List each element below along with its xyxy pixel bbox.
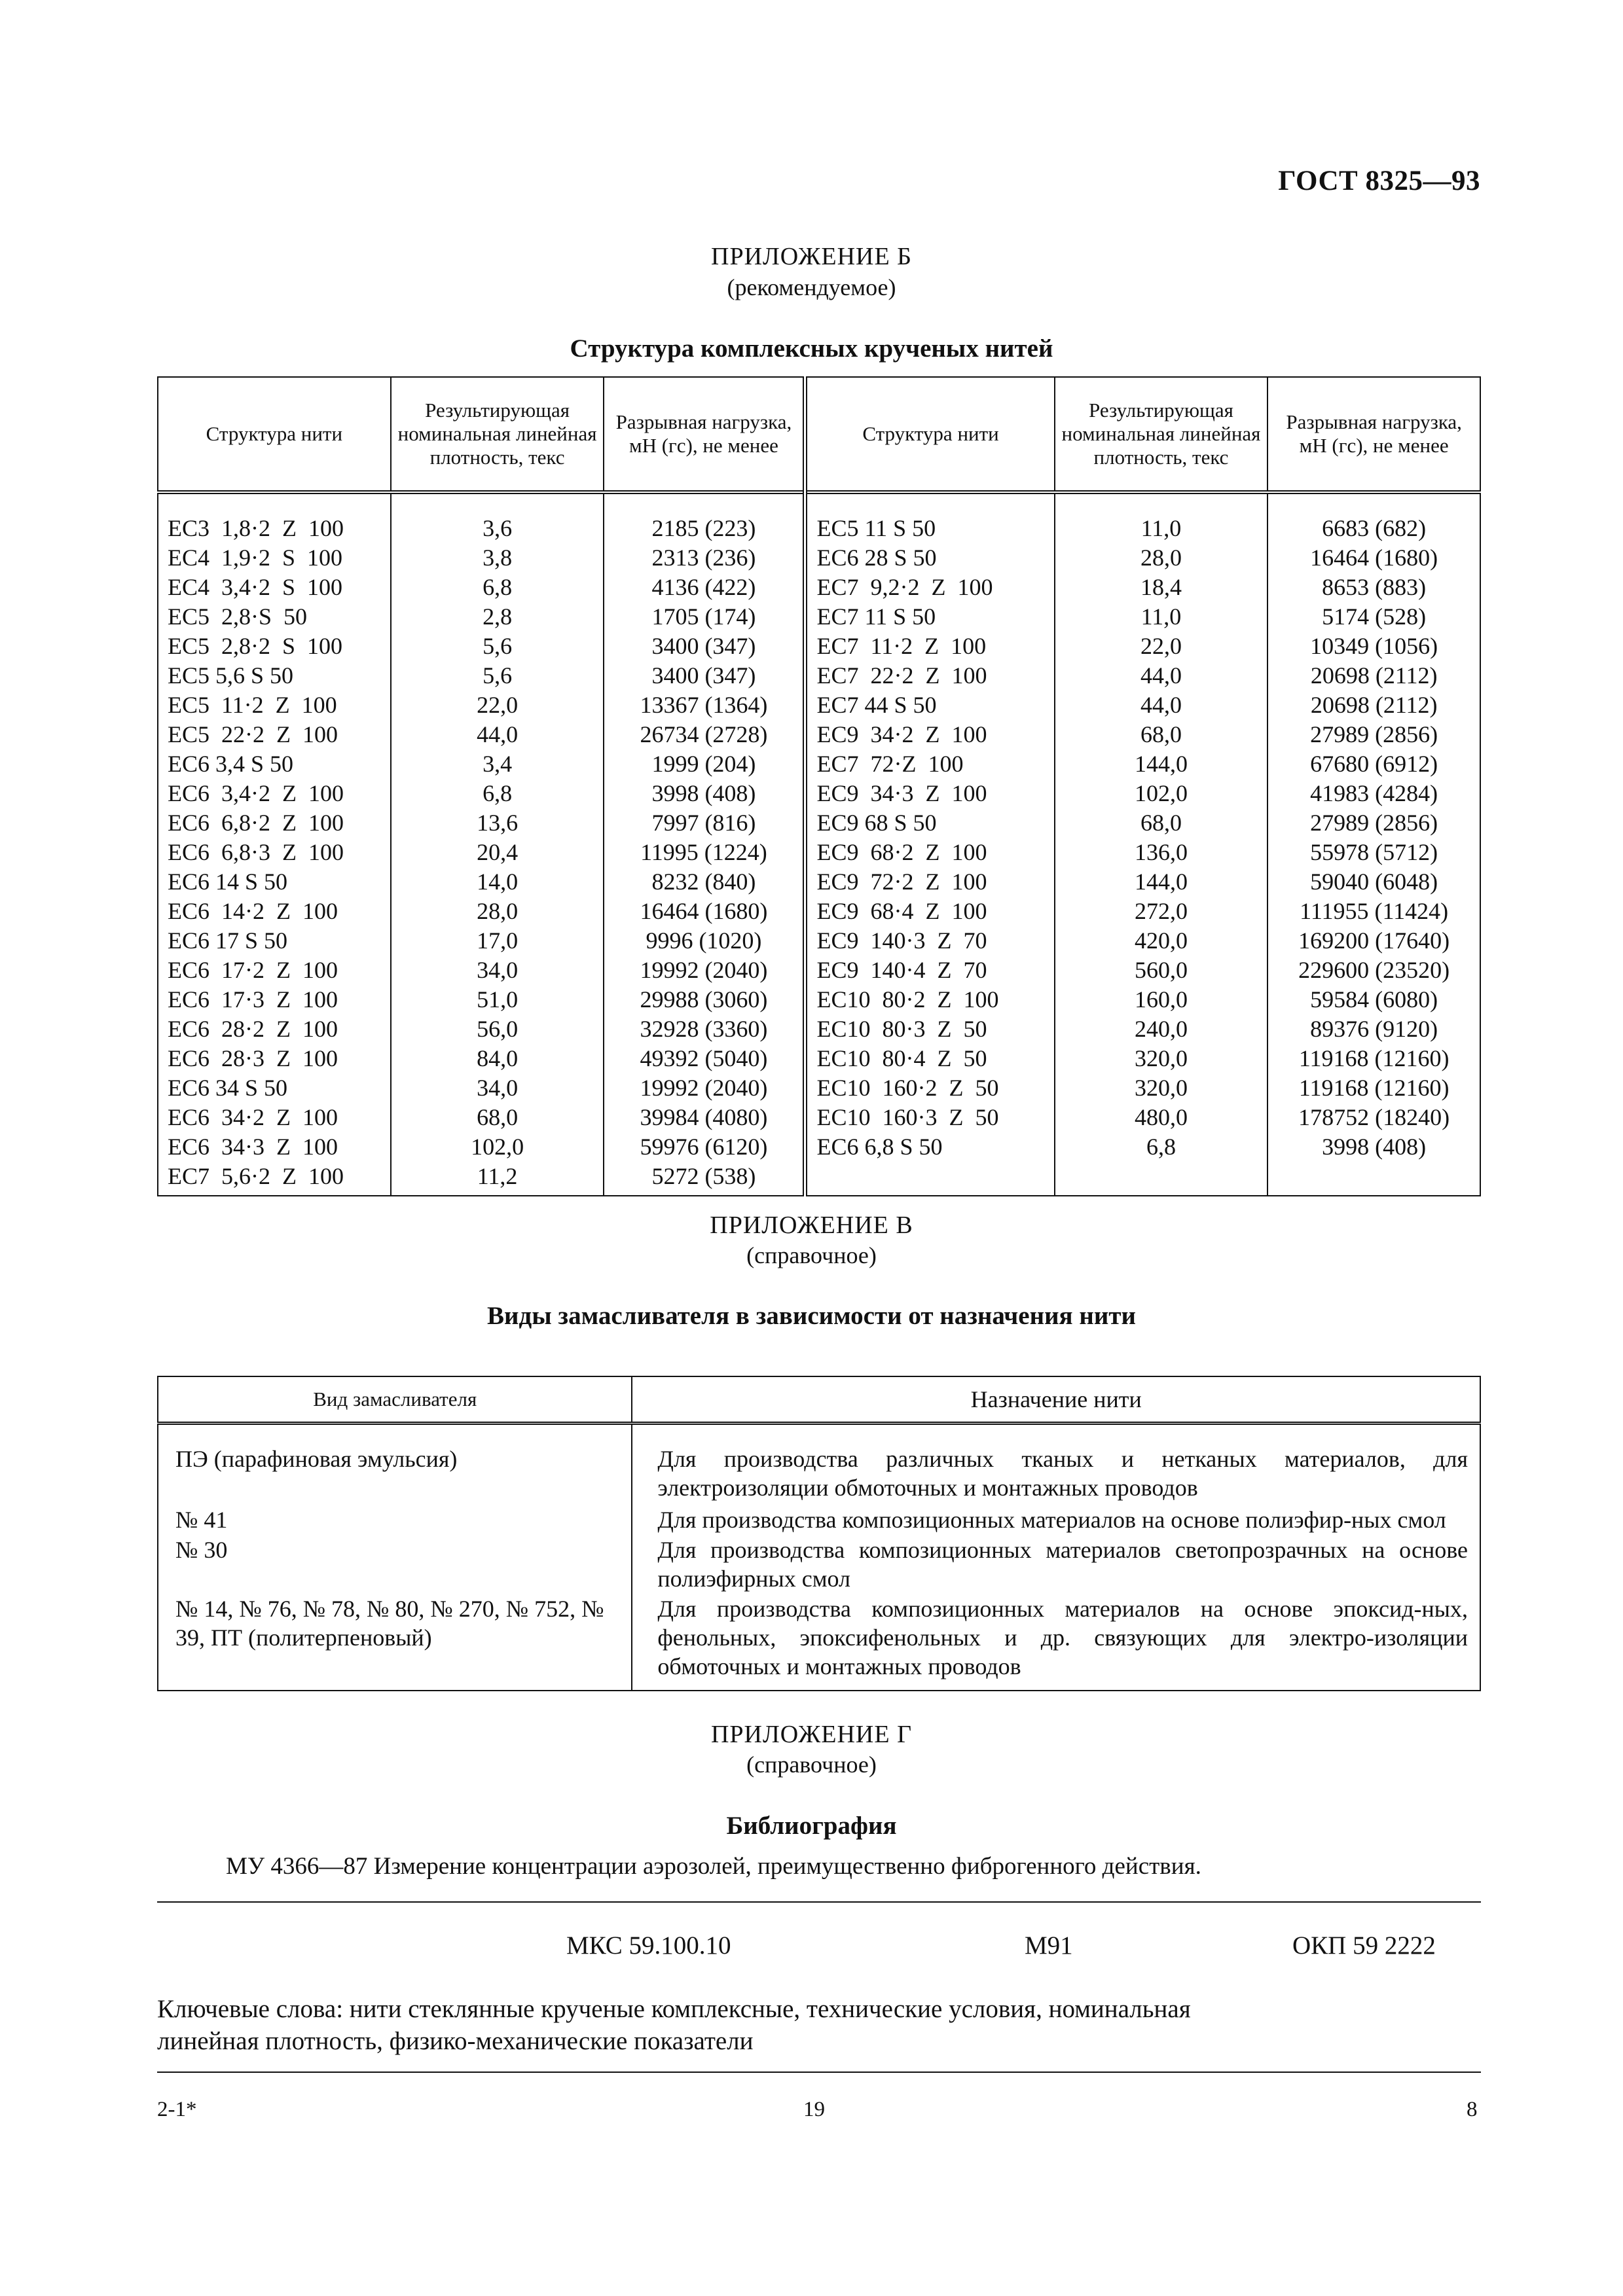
density-cell: 11,0 bbox=[1055, 492, 1268, 543]
okp-code: ОКП 59 2222 bbox=[1292, 1931, 1436, 1960]
purpose-cell: Для производства композиционных материалов на основе полиэфир-ных смол bbox=[632, 1505, 1480, 1535]
structure-cell: ЕС9 68·4 Z 100 bbox=[805, 897, 1055, 926]
density-cell: 144,0 bbox=[1055, 867, 1268, 897]
density-cell: 320,0 bbox=[1055, 1073, 1268, 1103]
divider bbox=[157, 2072, 1481, 2073]
load-cell: 3400 (347) bbox=[604, 632, 805, 661]
footer-sheet-mark: 2-1* bbox=[157, 2098, 197, 2121]
density-cell: 68,0 bbox=[1055, 720, 1268, 749]
structure-cell: ЕС7 9,2·2 Z 100 bbox=[805, 573, 1055, 602]
table-row bbox=[158, 543, 1480, 573]
structure-cell: ЕС7 44 S 50 bbox=[805, 691, 1055, 720]
density-cell: 420,0 bbox=[1055, 926, 1268, 956]
load-cell: 10349 (1056) bbox=[1267, 632, 1480, 661]
structure-cell: ЕС7 5,6·2 Z 100 bbox=[158, 1162, 391, 1196]
table-row bbox=[158, 1044, 1480, 1073]
load-cell: 3998 (408) bbox=[604, 779, 805, 808]
sizing-type-cell: № 41 bbox=[158, 1505, 632, 1535]
density-cell: 6,8 bbox=[391, 779, 604, 808]
appendix-v-title: ПРИЛОЖЕНИЕ В bbox=[710, 1211, 913, 1239]
density-cell: 11,0 bbox=[1055, 602, 1268, 632]
structure-cell: ЕС5 2,8·S 50 bbox=[158, 602, 391, 632]
density-cell: 560,0 bbox=[1055, 956, 1268, 985]
table-row bbox=[158, 985, 1480, 1014]
keywords-line: линейная плотность, физико-механические показатели bbox=[157, 2027, 754, 2055]
footer-sheet-number: 8 bbox=[1467, 2098, 1478, 2121]
structure-cell: ЕС6 28·3 Z 100 bbox=[158, 1044, 391, 1073]
load-cell: 20698 (2112) bbox=[1267, 661, 1480, 691]
density-cell: 18,4 bbox=[1055, 573, 1268, 602]
load-cell: 59584 (6080) bbox=[1267, 985, 1480, 1014]
density-cell: 144,0 bbox=[1055, 749, 1268, 779]
load-cell: 39984 (4080) bbox=[604, 1103, 805, 1132]
table-row bbox=[158, 1073, 1480, 1103]
column-header-density: Результирующая номинальная линейная плотность, текс bbox=[391, 377, 604, 492]
load-cell: 3400 (347) bbox=[604, 661, 805, 691]
structure-cell: ЕС10 160·2 Z 50 bbox=[805, 1073, 1055, 1103]
load-cell: 59976 (6120) bbox=[604, 1132, 805, 1162]
sizing-types-table bbox=[157, 1376, 1481, 1691]
density-cell: 5,6 bbox=[391, 661, 604, 691]
density-cell: 3,4 bbox=[391, 749, 604, 779]
table-row bbox=[158, 632, 1480, 661]
structure-cell: ЕС7 11·2 Z 100 bbox=[805, 632, 1055, 661]
structure-cell: ЕС6 17·3 Z 100 bbox=[158, 985, 391, 1014]
structure-cell: ЕС6 34·2 Z 100 bbox=[158, 1103, 391, 1132]
sizing-type-cell: № 14, № 76, № 78, № 80, № 270, № 752, № 39, ПТ (политерпеновый) bbox=[158, 1594, 632, 1691]
load-cell: 169200 (17640) bbox=[1267, 926, 1480, 956]
density-cell: 2,8 bbox=[391, 602, 604, 632]
density-cell: 160,0 bbox=[1055, 985, 1268, 1014]
load-cell: 11995 (1224) bbox=[604, 838, 805, 867]
density-cell: 14,0 bbox=[391, 867, 604, 897]
table-row bbox=[158, 867, 1480, 897]
table-row bbox=[158, 838, 1480, 867]
load-cell: 27989 (2856) bbox=[1267, 808, 1480, 838]
table-row bbox=[158, 749, 1480, 779]
footer-page-number: 19 bbox=[803, 2098, 825, 2121]
table-header-row bbox=[158, 377, 1480, 492]
density-cell: 3,8 bbox=[391, 543, 604, 573]
appendix-g-title: ПРИЛОЖЕНИЕ Г bbox=[710, 1721, 913, 1748]
purpose-cell: Для производства композиционных материалов светопрозрачных на основе полиэфирных смол bbox=[632, 1535, 1480, 1594]
load-cell: 13367 (1364) bbox=[604, 691, 805, 720]
load-cell: 6683 (682) bbox=[1267, 492, 1480, 543]
column-header-sizing-type: Вид замасливателя bbox=[158, 1376, 632, 1424]
column-header-load: Разрывная нагрузка, мН (гс), не менее bbox=[604, 377, 805, 492]
keywords bbox=[157, 1993, 1481, 2057]
structure-cell: ЕС5 11·2 Z 100 bbox=[158, 691, 391, 720]
structure-cell: ЕС6 14·2 Z 100 bbox=[158, 897, 391, 926]
table-row bbox=[158, 1162, 1480, 1196]
density-cell: 44,0 bbox=[1055, 661, 1268, 691]
density-cell: 6,8 bbox=[391, 573, 604, 602]
structure-cell: ЕС4 1,9·2 S 100 bbox=[158, 543, 391, 573]
structure-cell: ЕС6 3,4 S 50 bbox=[158, 749, 391, 779]
structure-cell: ЕС7 22·2 Z 100 bbox=[805, 661, 1055, 691]
structure-cell: ЕС6 34 S 50 bbox=[158, 1073, 391, 1103]
density-cell: 102,0 bbox=[1055, 779, 1268, 808]
table-row bbox=[158, 1103, 1480, 1132]
load-cell: 19992 (2040) bbox=[604, 1073, 805, 1103]
structure-cell: ЕС9 34·2 Z 100 bbox=[805, 720, 1055, 749]
structure-cell: ЕС6 28 S 50 bbox=[805, 543, 1055, 573]
load-cell: 2185 (223) bbox=[604, 492, 805, 543]
structure-cell: ЕС9 72·2 Z 100 bbox=[805, 867, 1055, 897]
column-header-load: Разрывная нагрузка, мН (гс), не менее bbox=[1267, 377, 1480, 492]
density-cell: 68,0 bbox=[391, 1103, 604, 1132]
table-row bbox=[158, 1424, 1480, 1505]
density-cell: 22,0 bbox=[391, 691, 604, 720]
load-cell: 119168 (12160) bbox=[1267, 1073, 1480, 1103]
load-cell: 229600 (23520) bbox=[1267, 956, 1480, 985]
structure-cell: ЕС10 80·2 Z 100 bbox=[805, 985, 1055, 1014]
density-cell: 320,0 bbox=[1055, 1044, 1268, 1073]
structure-cell: ЕС3 1,8·2 Z 100 bbox=[158, 492, 391, 543]
table-row bbox=[158, 691, 1480, 720]
structure-cell: ЕС5 22·2 Z 100 bbox=[158, 720, 391, 749]
keywords-line: Ключевые слова: нити стеклянные крученые комплексные, технические условия, номинальная bbox=[157, 1995, 1191, 2023]
thread-structure-table bbox=[157, 376, 1481, 1196]
load-cell: 5174 (528) bbox=[1267, 602, 1480, 632]
structure-cell: ЕС9 140·4 Z 70 bbox=[805, 956, 1055, 985]
structure-cell: ЕС6 3,4·2 Z 100 bbox=[158, 779, 391, 808]
load-cell: 26734 (2728) bbox=[604, 720, 805, 749]
structure-cell: ЕС10 80·3 Z 50 bbox=[805, 1014, 1055, 1044]
density-cell: 28,0 bbox=[1055, 543, 1268, 573]
purpose-cell: Для производства различных тканых и нетканых материалов, для электроизоляции обмоточных и монтажных проводов bbox=[632, 1424, 1480, 1505]
structure-cell: ЕС5 11 S 50 bbox=[805, 492, 1055, 543]
appendix-b-subtitle: (рекомендуемое) bbox=[727, 274, 896, 300]
load-cell: 16464 (1680) bbox=[1267, 543, 1480, 573]
column-header-purpose: Назначение нити bbox=[632, 1376, 1480, 1424]
column-header-density: Результирующая номинальная линейная плотность, текс bbox=[1055, 377, 1268, 492]
load-cell: 59040 (6048) bbox=[1267, 867, 1480, 897]
table-row bbox=[158, 661, 1480, 691]
sizing-type-cell: ПЭ (парафиновая эмульсия) bbox=[158, 1424, 632, 1505]
structure-cell: ЕС10 80·4 Z 50 bbox=[805, 1044, 1055, 1073]
load-cell: 67680 (6912) bbox=[1267, 749, 1480, 779]
structure-cell: ЕС5 5,6 S 50 bbox=[158, 661, 391, 691]
load-cell: 41983 (4284) bbox=[1267, 779, 1480, 808]
structure-cell: ЕС9 34·3 Z 100 bbox=[805, 779, 1055, 808]
table-row bbox=[158, 1535, 1480, 1594]
load-cell: 27989 (2856) bbox=[1267, 720, 1480, 749]
divider bbox=[157, 1901, 1481, 1903]
structure-cell: ЕС10 160·3 Z 50 bbox=[805, 1103, 1055, 1132]
load-cell: 4136 (422) bbox=[604, 573, 805, 602]
appendix-g-subtitle: (справочное) bbox=[746, 1751, 877, 1778]
load-cell: 32928 (3360) bbox=[604, 1014, 805, 1044]
structure-cell: ЕС6 17 S 50 bbox=[158, 926, 391, 956]
table-row bbox=[158, 808, 1480, 838]
load-cell: 178752 (18240) bbox=[1267, 1103, 1480, 1132]
density-cell: 28,0 bbox=[391, 897, 604, 926]
load-cell: 19992 (2040) bbox=[604, 956, 805, 985]
structure-cell: ЕС6 17·2 Z 100 bbox=[158, 956, 391, 985]
appendix-b-title: ПРИЛОЖЕНИЕ Б bbox=[711, 243, 912, 270]
structure-cell: ЕС6 34·3 Z 100 bbox=[158, 1132, 391, 1162]
table-row bbox=[158, 492, 1480, 543]
structure-cell: ЕС6 6,8 S 50 bbox=[805, 1132, 1055, 1162]
load-cell: 5272 (538) bbox=[604, 1162, 805, 1196]
density-cell: 51,0 bbox=[391, 985, 604, 1014]
load-cell: 9996 (1020) bbox=[604, 926, 805, 956]
mks-code: МКС 59.100.10 bbox=[566, 1931, 731, 1960]
structure-cell: ЕС9 68 S 50 bbox=[805, 808, 1055, 838]
standard-number: ГОСТ 8325—93 bbox=[1278, 166, 1480, 196]
table-row bbox=[158, 1594, 1480, 1691]
bibliography-entry: МУ 4366—87 Измерение концентрации аэрозолей, преимущественно фиброгенного действия. bbox=[226, 1853, 1201, 1880]
structure-cell: ЕС4 3,4·2 S 100 bbox=[158, 573, 391, 602]
load-cell: 1999 (204) bbox=[604, 749, 805, 779]
load-cell: 55978 (5712) bbox=[1267, 838, 1480, 867]
structure-cell: ЕС7 11 S 50 bbox=[805, 602, 1055, 632]
density-cell: 480,0 bbox=[1055, 1103, 1268, 1132]
load-cell: 111955 (11424) bbox=[1267, 897, 1480, 926]
purpose-cell: Для производства композиционных материалов на основе эпоксид-ных, фенольных, эпоксифенольных и др. связующих для электро-изоляции обмоточных и монтажных проводов bbox=[632, 1594, 1480, 1691]
load-cell: 16464 (1680) bbox=[604, 897, 805, 926]
density-cell: 102,0 bbox=[391, 1132, 604, 1162]
load-cell: 29988 (3060) bbox=[604, 985, 805, 1014]
table-row bbox=[158, 720, 1480, 749]
density-cell: 240,0 bbox=[1055, 1014, 1268, 1044]
group-code: М91 bbox=[1025, 1931, 1073, 1960]
load-cell: 7997 (816) bbox=[604, 808, 805, 838]
density-cell: 20,4 bbox=[391, 838, 604, 867]
appendix-b-table-title: Структура комплексных крученых нитей bbox=[570, 334, 1053, 363]
structure-cell: ЕС6 28·2 Z 100 bbox=[158, 1014, 391, 1044]
structure-cell: ЕС5 2,8·2 S 100 bbox=[158, 632, 391, 661]
density-cell: 5,6 bbox=[391, 632, 604, 661]
bibliography-title: Библиография bbox=[726, 1812, 897, 1840]
structure-cell bbox=[805, 1162, 1055, 1196]
table-row bbox=[158, 926, 1480, 956]
structure-cell: ЕС6 14 S 50 bbox=[158, 867, 391, 897]
density-cell: 17,0 bbox=[391, 926, 604, 956]
column-header-structure: Структура нити bbox=[158, 377, 391, 492]
density-cell: 6,8 bbox=[1055, 1132, 1268, 1162]
table-row bbox=[158, 779, 1480, 808]
load-cell: 49392 (5040) bbox=[604, 1044, 805, 1073]
load-cell bbox=[1267, 1162, 1480, 1196]
appendix-v-table-title: Виды замасливателя в зависимости от назначения нити bbox=[487, 1302, 1136, 1330]
density-cell: 34,0 bbox=[391, 956, 604, 985]
table-row bbox=[158, 1505, 1480, 1535]
density-cell: 13,6 bbox=[391, 808, 604, 838]
table-row bbox=[158, 573, 1480, 602]
density-cell: 3,6 bbox=[391, 492, 604, 543]
load-cell: 89376 (9120) bbox=[1267, 1014, 1480, 1044]
structure-cell: ЕС9 140·3 Z 70 bbox=[805, 926, 1055, 956]
density-cell: 56,0 bbox=[391, 1014, 604, 1044]
table-row bbox=[158, 602, 1480, 632]
density-cell: 44,0 bbox=[1055, 691, 1268, 720]
load-cell: 1705 (174) bbox=[604, 602, 805, 632]
density-cell: 84,0 bbox=[391, 1044, 604, 1073]
sizing-type-cell: № 30 bbox=[158, 1535, 632, 1594]
structure-cell: ЕС9 68·2 Z 100 bbox=[805, 838, 1055, 867]
table-row bbox=[158, 1014, 1480, 1044]
table-header-row bbox=[158, 1376, 1480, 1424]
structure-cell: ЕС6 6,8·3 Z 100 bbox=[158, 838, 391, 867]
load-cell: 20698 (2112) bbox=[1267, 691, 1480, 720]
load-cell: 8653 (883) bbox=[1267, 573, 1480, 602]
density-cell: 136,0 bbox=[1055, 838, 1268, 867]
load-cell: 2313 (236) bbox=[604, 543, 805, 573]
density-cell bbox=[1055, 1162, 1268, 1196]
density-cell: 34,0 bbox=[391, 1073, 604, 1103]
table-row bbox=[158, 897, 1480, 926]
density-cell: 22,0 bbox=[1055, 632, 1268, 661]
structure-cell: ЕС6 6,8·2 Z 100 bbox=[158, 808, 391, 838]
density-cell: 272,0 bbox=[1055, 897, 1268, 926]
density-cell: 44,0 bbox=[391, 720, 604, 749]
load-cell: 3998 (408) bbox=[1267, 1132, 1480, 1162]
density-cell: 68,0 bbox=[1055, 808, 1268, 838]
load-cell: 119168 (12160) bbox=[1267, 1044, 1480, 1073]
density-cell: 11,2 bbox=[391, 1162, 604, 1196]
column-header-structure: Структура нити bbox=[805, 377, 1055, 492]
structure-cell: ЕС7 72·Z 100 bbox=[805, 749, 1055, 779]
table-row bbox=[158, 956, 1480, 985]
appendix-v-subtitle: (справочное) bbox=[746, 1242, 877, 1268]
table-row bbox=[158, 1132, 1480, 1162]
load-cell: 8232 (840) bbox=[604, 867, 805, 897]
